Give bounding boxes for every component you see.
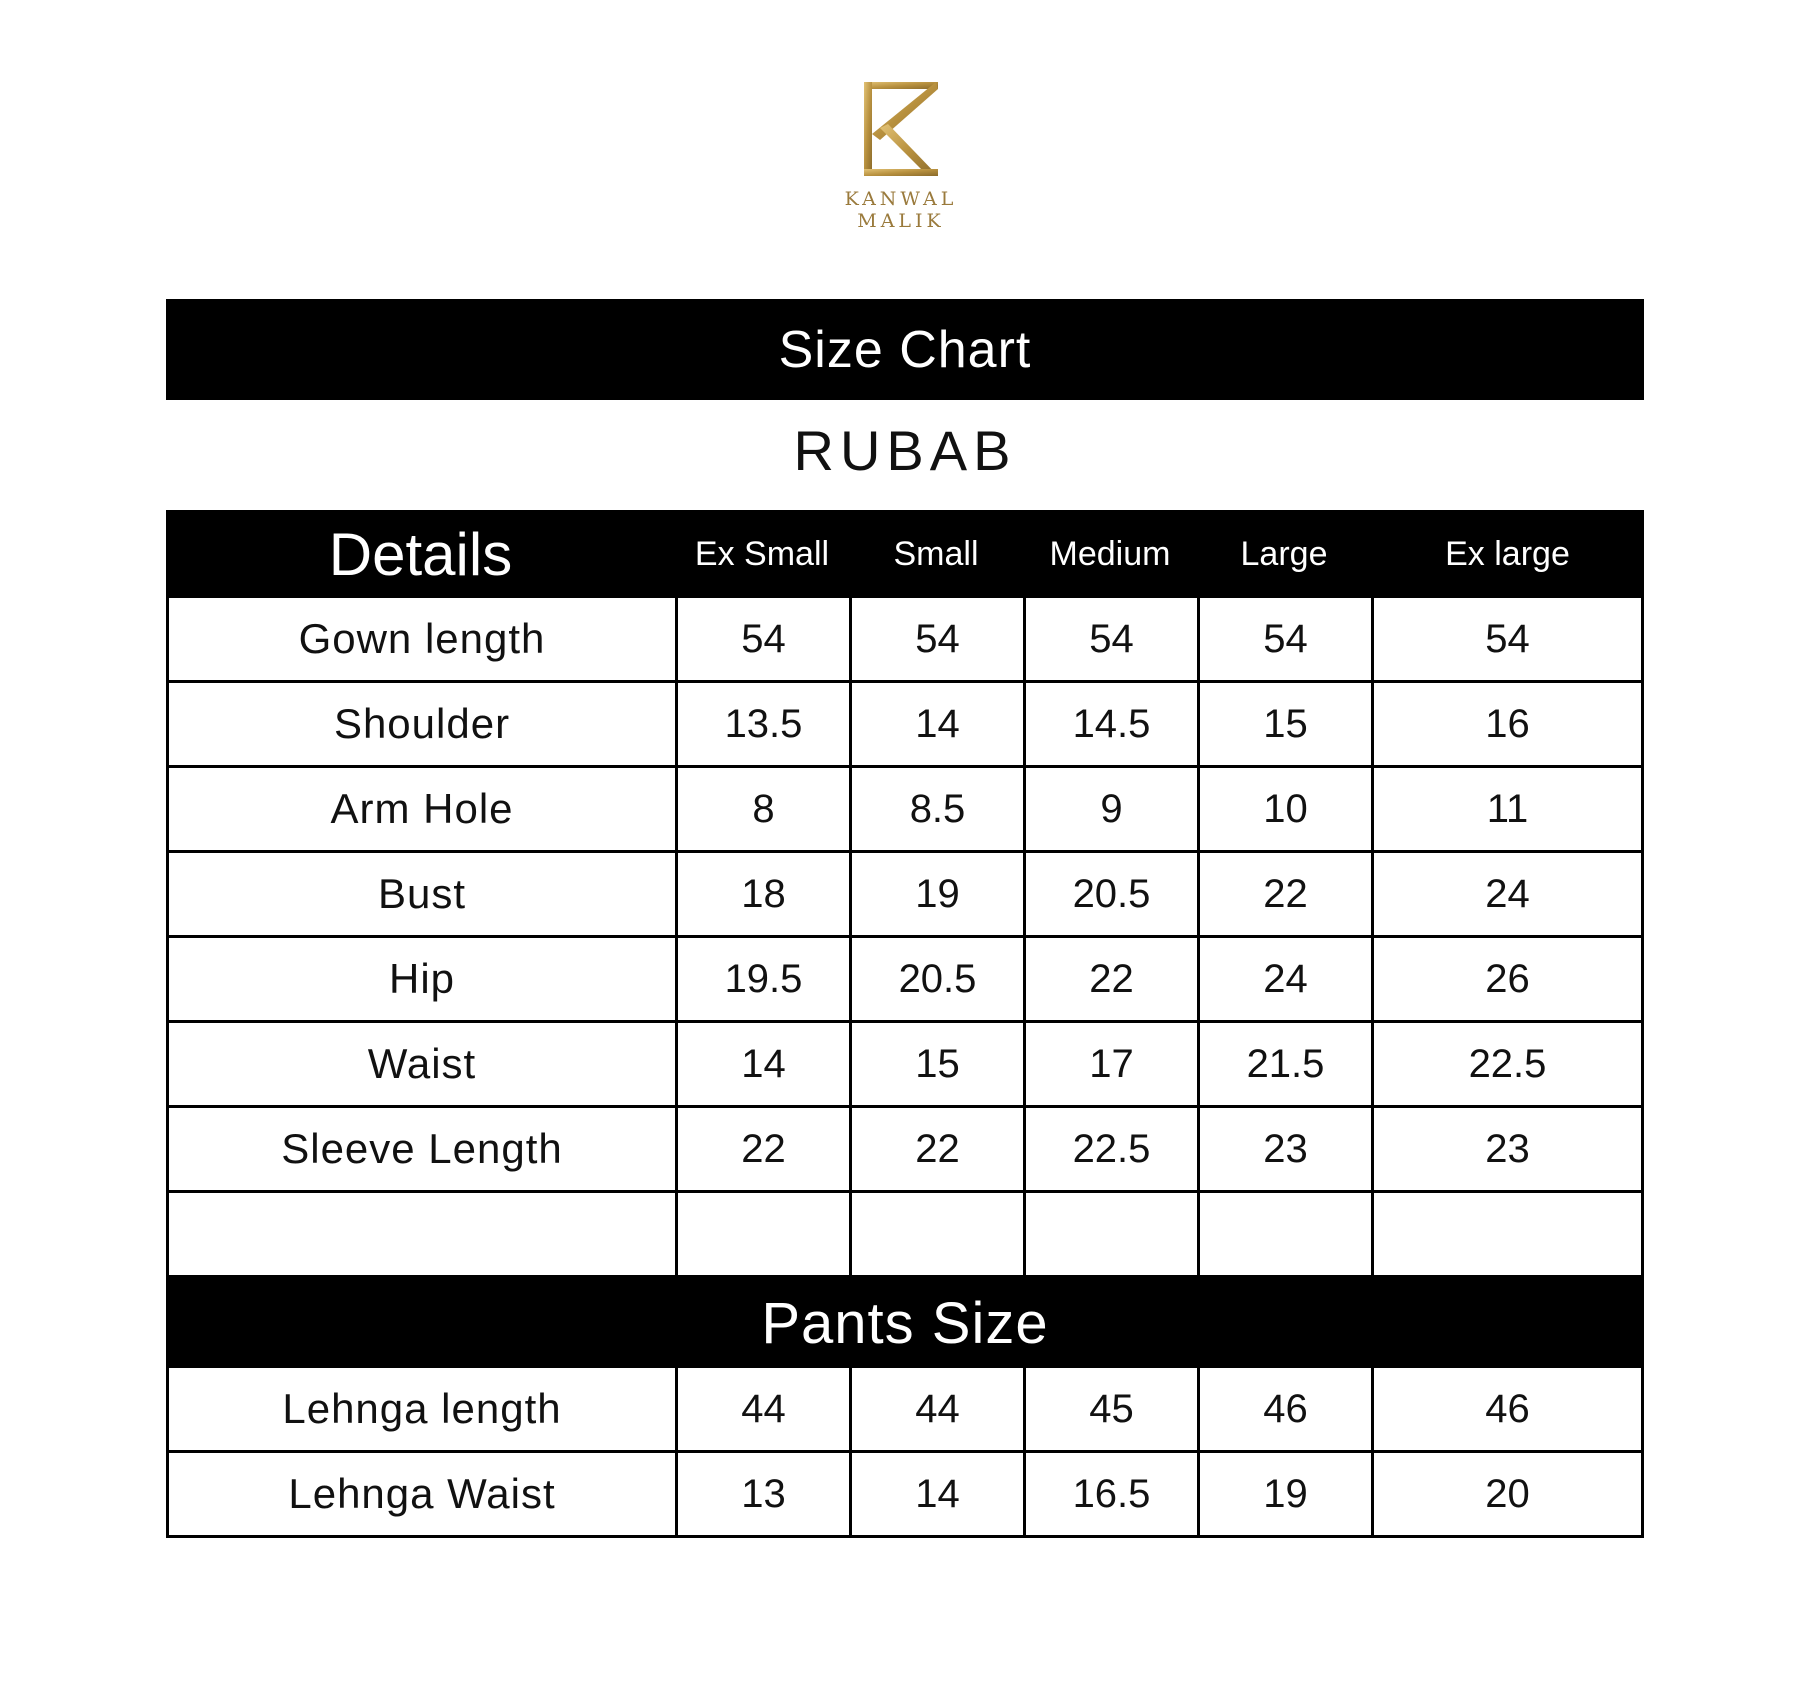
table-cell: 14.5 <box>1023 683 1197 768</box>
table-cell <box>1023 1193 1197 1278</box>
table-cell: 44 <box>849 1368 1023 1453</box>
table-cell: 45 <box>1023 1368 1197 1453</box>
page-title: Size Chart <box>778 320 1032 379</box>
column-header-large: Large <box>1240 534 1328 573</box>
table-cell: 16.5 <box>1023 1453 1197 1538</box>
pants-size-header <box>166 1278 1644 1368</box>
row-label: Shoulder <box>166 683 675 768</box>
table-cell: 20 <box>1371 1453 1644 1538</box>
table-cell: 14 <box>675 1023 849 1108</box>
row-label: Bust <box>166 853 675 938</box>
table-cell: 13.5 <box>675 683 849 768</box>
row-label: Lehnga length <box>166 1368 675 1453</box>
row-label: Lehnga Waist <box>166 1453 675 1538</box>
row-label: Waist <box>166 1023 675 1108</box>
logo-monogram-icon <box>862 80 940 180</box>
table-row <box>166 1108 1644 1193</box>
table-cell: 8.5 <box>849 768 1023 853</box>
brand-name: KANWAL MALIK <box>844 188 958 232</box>
collection-name: RUBAB <box>793 419 1017 482</box>
table-row <box>166 1453 1644 1538</box>
table-cell: 9 <box>1023 768 1197 853</box>
table-cell: 44 <box>675 1368 849 1453</box>
table-cell: 18 <box>675 853 849 938</box>
table-cell: 54 <box>1371 598 1644 683</box>
table-row <box>166 598 1644 683</box>
table-cell: 19 <box>849 853 1023 938</box>
table-cell: 46 <box>1371 1368 1644 1453</box>
table-cell: 20.5 <box>1023 853 1197 938</box>
row-label: Gown length <box>166 598 675 683</box>
table-cell: 54 <box>1197 598 1371 683</box>
table-cell: 22.5 <box>1023 1108 1197 1193</box>
row-label: Arm Hole <box>166 768 675 853</box>
table-row <box>166 853 1644 938</box>
table-row <box>166 938 1644 1023</box>
table-cell: 54 <box>1023 598 1197 683</box>
table-cell: 14 <box>849 1453 1023 1538</box>
column-header-details: Details <box>328 520 513 588</box>
table-cell: 26 <box>1371 938 1644 1023</box>
table-row-empty <box>166 1193 1644 1278</box>
table-cell: 20.5 <box>849 938 1023 1023</box>
table-cell <box>675 1193 849 1278</box>
column-header-medium: Medium <box>1049 534 1171 573</box>
table-cell: 10 <box>1197 768 1371 853</box>
table-cell: 8 <box>675 768 849 853</box>
table-row <box>166 683 1644 768</box>
table-cell <box>1197 1193 1371 1278</box>
table-cell <box>1371 1193 1644 1278</box>
table-cell: 24 <box>1371 853 1644 938</box>
table-cell: 13 <box>675 1453 849 1538</box>
row-label: Hip <box>166 938 675 1023</box>
table-cell <box>849 1193 1023 1278</box>
table-header-row <box>166 510 1644 598</box>
brand-logo <box>806 80 996 232</box>
table-row <box>166 1368 1644 1453</box>
table-cell: 21.5 <box>1197 1023 1371 1108</box>
column-header-small: Small <box>893 534 979 573</box>
table-cell: 17 <box>1023 1023 1197 1108</box>
pants-size-title: Pants Size <box>761 1290 1049 1356</box>
table-cell: 14 <box>849 683 1023 768</box>
table-cell: 23 <box>1371 1108 1644 1193</box>
table-cell: 15 <box>849 1023 1023 1108</box>
table-row <box>166 768 1644 853</box>
table-cell: 19.5 <box>675 938 849 1023</box>
table-cell: 22 <box>849 1108 1023 1193</box>
row-label <box>166 1193 675 1278</box>
column-header-ex-large: Ex large <box>1445 534 1570 573</box>
table-cell: 22 <box>1023 938 1197 1023</box>
table-row <box>166 1023 1644 1108</box>
column-header-ex-small: Ex Small <box>694 534 830 573</box>
table-cell: 54 <box>675 598 849 683</box>
table-cell: 16 <box>1371 683 1644 768</box>
table-cell: 22 <box>1197 853 1371 938</box>
table-cell: 23 <box>1197 1108 1371 1193</box>
table-cell: 22.5 <box>1371 1023 1644 1108</box>
table-cell: 24 <box>1197 938 1371 1023</box>
size-table <box>166 510 1644 1538</box>
table-cell: 22 <box>675 1108 849 1193</box>
size-chart-banner <box>166 299 1644 400</box>
table-cell: 54 <box>849 598 1023 683</box>
table-cell: 15 <box>1197 683 1371 768</box>
row-label: Sleeve Length <box>166 1108 675 1193</box>
table-cell: 11 <box>1371 768 1644 853</box>
table-cell: 19 <box>1197 1453 1371 1538</box>
table-cell: 46 <box>1197 1368 1371 1453</box>
